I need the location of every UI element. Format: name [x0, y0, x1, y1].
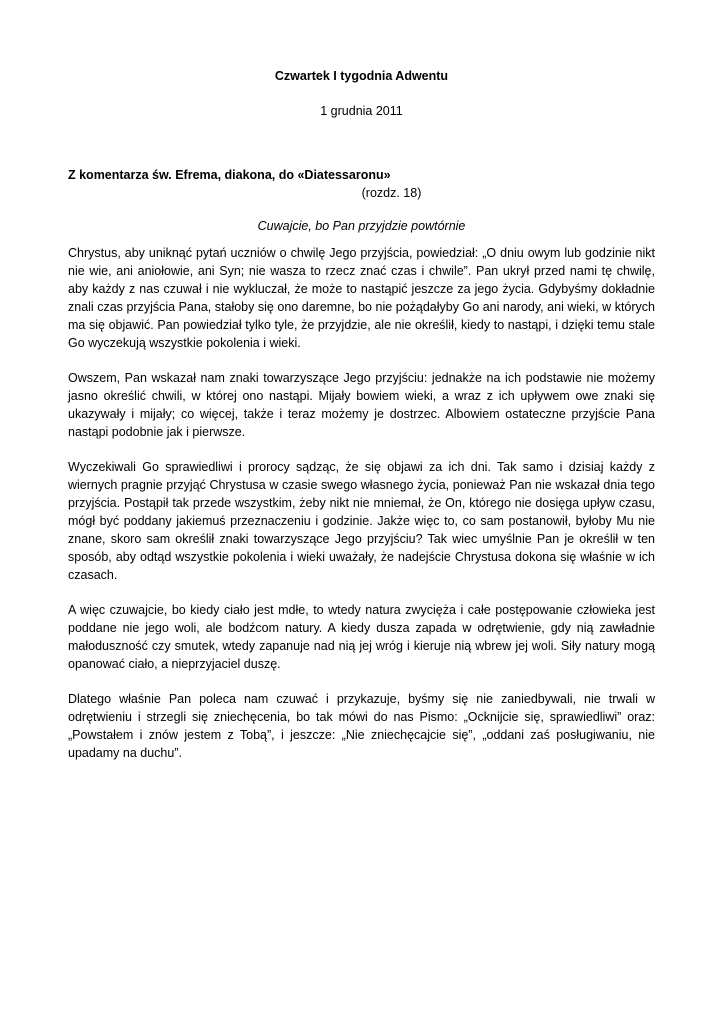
body-text [68, 244, 655, 779]
paragraph: Owszem, Pan wskazał nam znaki towarzyszące Jego przyjściu: jednakże na ich podstawie nie możemy jasno określić chwili, w której ono nastąpi. Mijały bowiem wieki, a wraz z ich upływem owe znaki się ukazywały i mijały; co więcej, także i teraz możemy je dostrzec. Albowiem ostateczne przyjście Pana nastąpi podobnie jak i pierwsze. [68, 371, 655, 439]
document-title: Czwartek I tygodnia Adwentu [274, 69, 449, 83]
document-subtitle: Cuwajcie, bo Pan przyjdzie powtórnie [257, 219, 466, 233]
paragraph: Wyczekiwali Go sprawiedliwi i prorocy sądząc, że się objawi za ich dni. Tak samo i dzisiaj każdy z wiernych pragnie przyjąć Chrystusa w czasie swego własnego życia, ponieważ Pan nie wskazał dnia tego przyjścia. Postąpił tak przede wszystkim, żeby nikt nie mniemał, że On, którego nie dosięga upływ czasu, mógł być poddany jakiemuś przeznaczeniu i godzinie. Jakże więc to, co sam postanowił, byłoby Mu nie znane, skoro sam określił znaki towarzyszące Jego przyjściu? Tak wiec umyślnie Pan je określił w ten sposób, aby odtąd wszystkie pokolenia i wieki uważały, że nadejście Chrystusa dokona się właśnie w ich czasach. [68, 460, 655, 582]
paragraph: Chrystus, aby uniknąć pytań uczniów o chwilę Jego przyjścia, powiedział: „O dniu owym lub godzinie nikt nie wie, ani aniołowie, ani Syn; nie wasza to rzecz znać czas i chwile”. Pan ukrył przed nami tę chwilę, aby każdy z nas czuwał i nie wykluczał, że może to nastąpić jeszcze za jego życia. Gdybyśmy dokładnie znali czas przyjścia Pana, stałoby się ono daremne, bo nie pożądałyby Go ani narody, ani wieki, w których ma się objawić. Pan powiedział tylko tyle, że przyjdzie, ale nie określił, kiedy to nastąpi, i dzięki temu stale Go wyczekują wszystkie pokolenia i wieki. [68, 246, 655, 350]
source-heading: Z komentarza św. Efrema, diakona, do «Diatessaronu» [68, 168, 391, 182]
chapter-reference: (rozdz. 18) [361, 186, 422, 200]
paragraph: A więc czuwajcie, bo kiedy ciało jest mdłe, to wtedy natura zwycięża i całe postępowanie człowieka jest poddane nie jego woli, ale bodźcom natury. A kiedy dusza zapada w odrętwienie, gdy nią zawładnie małoduszność czy smutek, wtedy zapanuje nad nią jej wróg i kieruje nią wbrew jej woli. Siły natury mogą opanować ciało, a nieprzyjaciel duszę. [68, 603, 655, 671]
document-page [68, 0, 655, 1024]
document-date: 1 grudnia 2011 [320, 104, 403, 118]
paragraph: Dlatego właśnie Pan poleca nam czuwać i przykazuje, byśmy się nie zaniedbywali, nie trwali w odrętwieniu i strzegli się zniechęcenia, bo tak mówi do nas Pismo: „Ocknijcie się, sprawiedliwi” oraz: „Powstałem i znów jestem z Tobą”, i jeszcze: „Nie zniechęcajcie się”, „oddani zaś posługiwaniu, nie upadamy na duchu”. [68, 692, 655, 760]
